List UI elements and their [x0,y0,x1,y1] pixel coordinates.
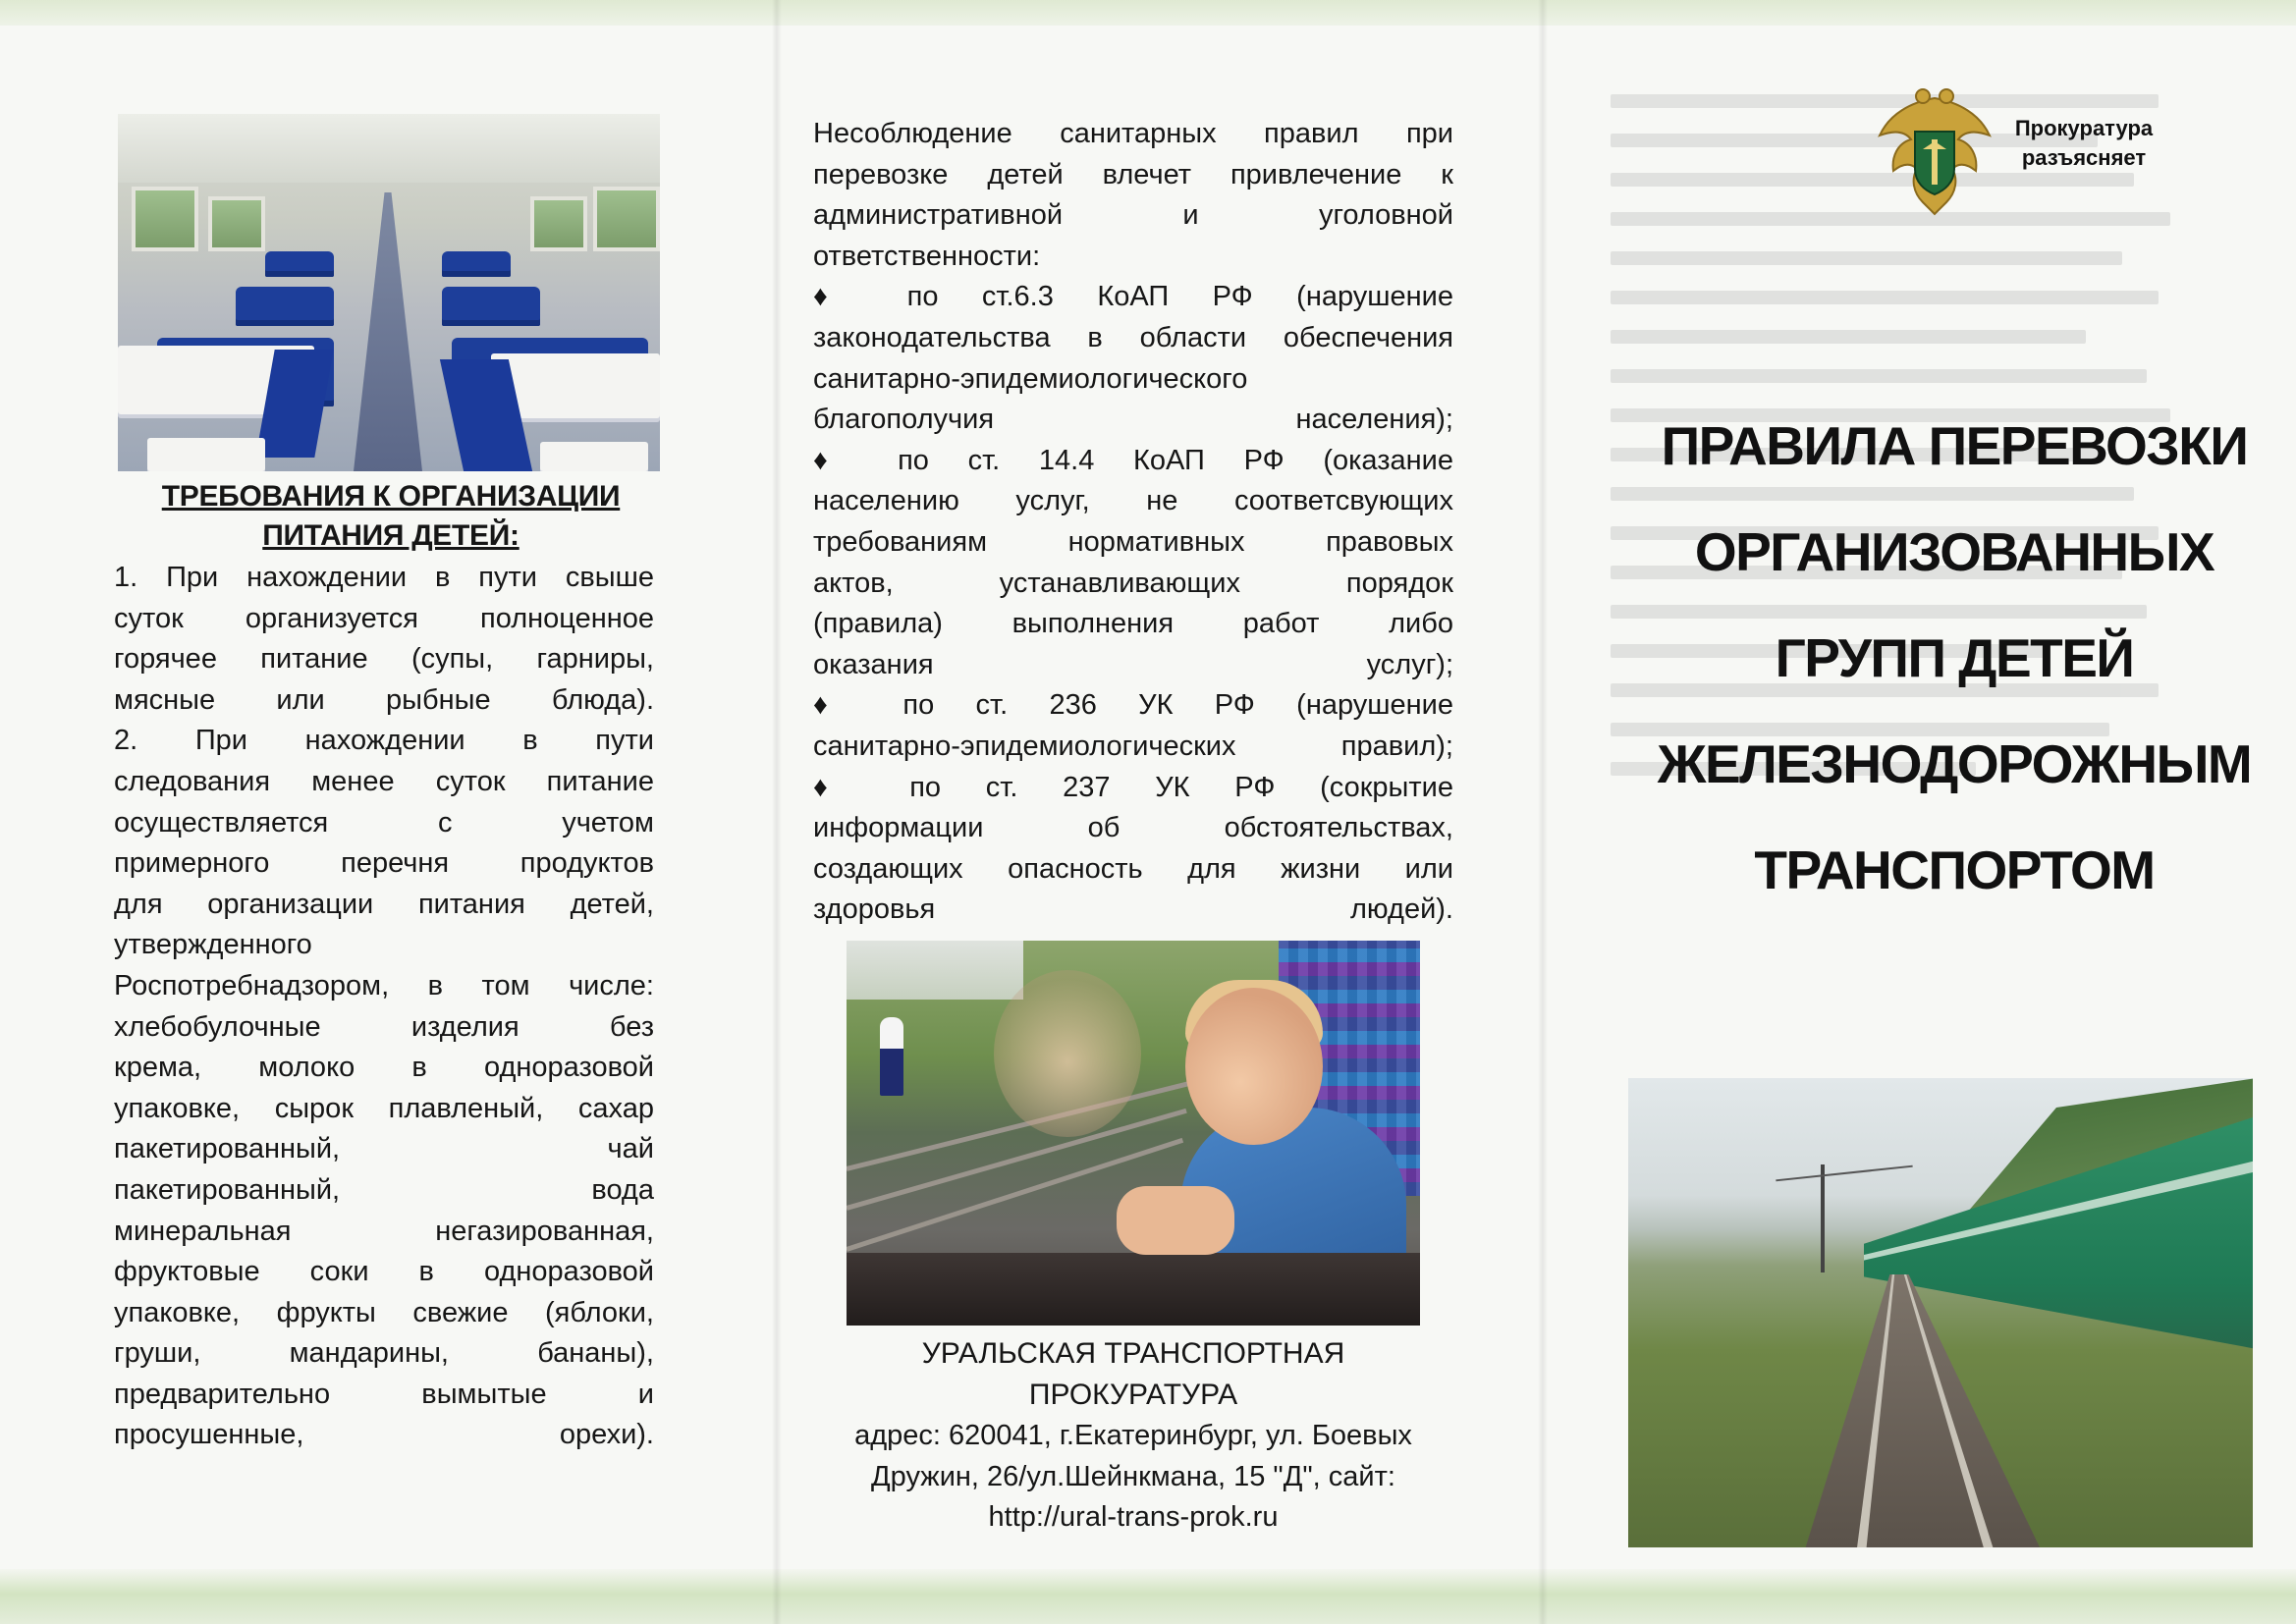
text-line: утвержденного [114,929,312,961]
title-line: ОРГАНИЗОВАННЫХ [1694,521,2214,582]
organization-name: УРАЛЬСКАЯ ТРАНСПОРТНАЯ ПРОКУРАТУРА [921,1337,1345,1411]
text-line: минеральная негазированная, [114,1215,654,1247]
title-line: ПРАВИЛА ПЕРЕВОЗКИ [1661,415,2248,476]
text-line: следования менее суток питание [114,765,654,797]
text-line: фруктовые соки в одноразовой [114,1256,654,1288]
prosecutor-badge-text [1995,114,2172,173]
moving-train-photo [1628,1078,2253,1547]
text-line: перевозке детей влечет привлечение к [813,158,1453,190]
text-line: груши, мандарины, бананы), [114,1337,654,1370]
organization-address: адрес: 620041, г.Екатеринбург, ул. Боевых Дружин, 26/ул.Шейнкмана, 15 "Д", сайт: [854,1420,1412,1492]
text-line: санитарно-эпидемиологического [813,362,1248,395]
badge-line: Прокуратура [2014,116,2154,140]
text-line: населению услуг, не соответсвующих [813,485,1453,517]
text-line: крема, молоко в одноразовой [114,1052,654,1084]
fold-line-left [772,0,782,1624]
text-line: ♦ по ст. 237 УК РФ (сокрытие [813,771,1453,803]
badge-line: разъясняет [2021,145,2147,170]
title-line: ГРУПП ДЕТЕЙ [1775,627,2134,688]
text-line: упаковке, сырок плавленый, сахар [114,1092,654,1124]
text-line: суток организуется полноценное [114,602,654,634]
title-line: ЖЕЛЕЗНОДОРОЖНЫМ [1657,733,2252,794]
prosecutor-emblem-icon [1872,84,1997,222]
text-line: Несоблюдение санитарных правил при [813,118,1453,149]
website-link[interactable]: http://ural-trans-prok.ru [988,1501,1279,1533]
text-line: для организации питания детей, [114,888,654,920]
text-line: законодательства в области обеспечения [813,321,1453,353]
text-line: осуществляется с учетом [114,806,654,839]
bottom-green-band [0,1569,2296,1624]
text-line: 2. При нахождении в пути [114,725,654,757]
text-line: 1. При нахождении в пути свыше [114,562,654,593]
liability-text [813,114,1453,931]
nutrition-requirements-heading: ТРЕБОВАНИЯ К ОРГАНИЗАЦИИ ПИТАНИЯ ДЕТЕЙ: [161,480,621,552]
nutrition-requirements-text [114,558,654,1456]
text-line: упаковке, фрукты свежие (яблоки, [114,1296,654,1328]
text-line: пакетированный, чай [114,1133,654,1165]
text-line: здоровья людей). [813,893,1453,926]
text-line: Роспотребнадзором, в том числе: [114,969,654,1001]
text-line: предварительно вымытые и [114,1378,654,1410]
text-line: благополучия населения); [813,404,1453,436]
text-line: хлебобулочные изделия без [114,1010,654,1043]
text-line: горячее питание (супы, гарниры, [114,643,654,676]
text-line: оказания услуг); [813,648,1453,680]
text-line: ♦ по ст. 14.4 КоАП РФ (оказание [813,444,1453,476]
text-line: ♦ по ст. 236 УК РФ (нарушение [813,689,1453,722]
text-line: создающих опасность для жизни или [813,852,1453,885]
text-line: мясные или рыбные блюда). [114,683,654,716]
title-line: ТРАНСПОРТОМ [1754,839,2155,900]
text-line: санитарно-эпидемиологических правил); [813,730,1453,762]
top-green-band [0,0,2296,26]
text-line: ответственности: [813,240,1041,272]
child-at-train-window-photo [847,941,1420,1326]
text-line: просушенные, орехи). [114,1419,654,1451]
text-line: административной и уголовной [813,199,1453,232]
text-line: требованиям нормативных правовых [813,525,1453,558]
dining-car-photo [118,114,660,471]
text-line: информации об обстоятельствах, [813,812,1453,844]
text-line: пакетированный, вода [114,1173,654,1206]
text-line: ♦ по ст.6.3 КоАП РФ (нарушение [813,281,1453,313]
brochure-title [1611,393,2296,923]
text-line: примерного перечня продуктов [114,847,654,880]
text-line: (правила) выполнения работ либо [813,608,1453,640]
text-line: актов, устанавливающих порядок [813,567,1453,599]
fold-line-right [1538,0,1548,1624]
